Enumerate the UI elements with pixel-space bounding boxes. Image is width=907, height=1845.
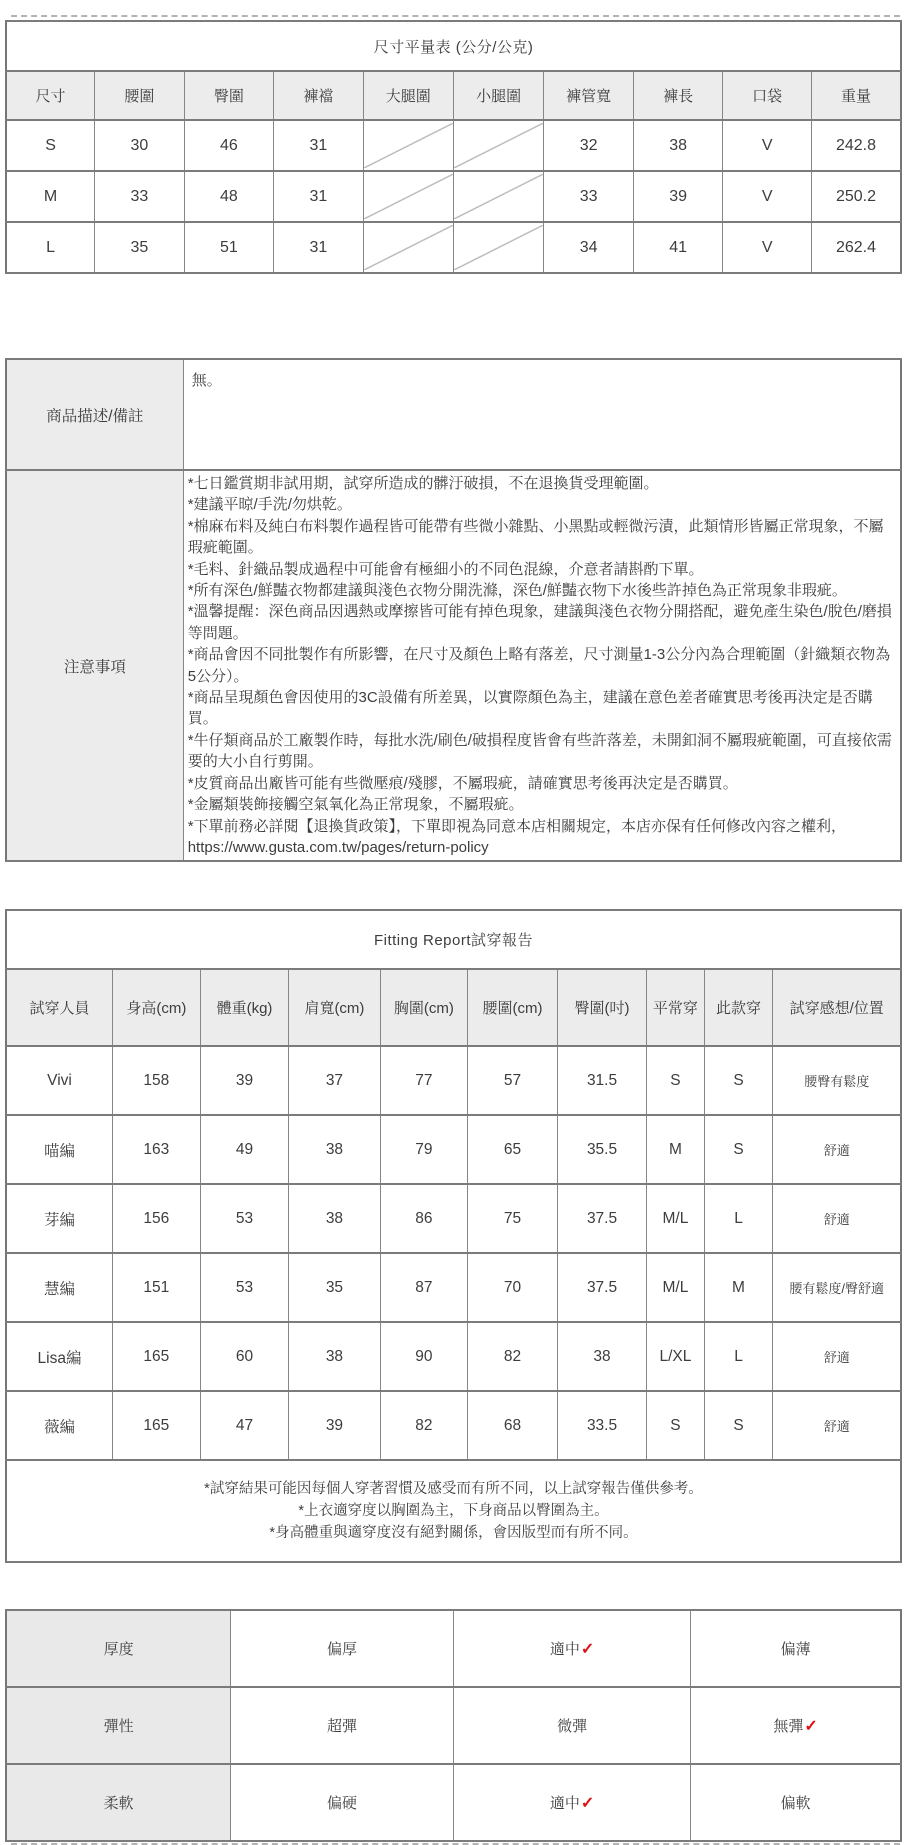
diagonal-slash-icon: [454, 174, 543, 219]
tester-name-cell: 喵編: [6, 1115, 113, 1184]
size-value-cell: 262.4: [811, 222, 901, 273]
column-header-weight: 重量: [811, 71, 901, 120]
column-header-crotch: 褲襠: [274, 71, 364, 120]
size-value-cell: 48: [184, 171, 274, 222]
fit-value-cell: L: [704, 1322, 773, 1391]
note-line: *七日鑑賞期非試用期，試穿所造成的髒汙破損，不在退換貨受理範圍。: [187, 475, 659, 492]
fitting-row-hui: [6, 1253, 901, 1322]
note-line: *棉麻布料及純白布料製作過程皆可能帶有些微小雜點、小黑點或輕微污漬，此類情形皆屬正常現象，不屬瑕疵範圍。: [187, 517, 884, 557]
description-row: [6, 359, 901, 470]
column-header-shoulder: 肩寬(cm): [289, 969, 380, 1046]
return-policy-link[interactable]: https://www.gusta.com.tw/pages/return-policy: [187, 838, 489, 856]
size-value-cell: 33: [544, 171, 634, 222]
attribute-label: 厚度: [6, 1610, 231, 1687]
note-line: *商品呈現顏色會因使用的3C設備有所差異，以實際顏色為主，建議在意色差者確實思考後再決定是否購買。: [187, 689, 873, 728]
size-value-cell: 250.2: [811, 171, 901, 222]
fit-feel-cell: 腰臀有鬆度: [773, 1046, 901, 1115]
fit-value-cell: 68: [468, 1391, 558, 1460]
option-label: 偏硬: [327, 1795, 358, 1813]
attribute-table: [5, 1609, 902, 1842]
size-value-cell: 242.8: [811, 120, 901, 171]
attribute-option: [691, 1610, 901, 1687]
diagonal-slash-icon: [364, 174, 453, 219]
fit-value-cell: 82: [380, 1391, 468, 1460]
fitting-row-vivi: [6, 1046, 901, 1115]
size-value-cell: V: [723, 171, 812, 222]
attribute-label: 彈性: [6, 1687, 231, 1764]
row-label-description: 商品描述/備註: [6, 359, 183, 470]
fit-value-cell: 38: [557, 1322, 647, 1391]
note-line: *建議平晾/手洗/勿烘乾。: [187, 496, 352, 514]
note-line: *皮質商品出廠皆可能有些微壓痕/殘膠，不屬瑕疵，請確實思考後再決定是否購買。: [187, 774, 738, 792]
size-value-cell: 31: [274, 120, 364, 171]
diagonal-slash-icon: [364, 123, 453, 168]
size-label-cell: L: [6, 222, 95, 273]
fitting-report-table: [5, 909, 902, 1563]
fit-value-cell: 33.5: [557, 1391, 647, 1460]
size-measurement-table: [5, 20, 902, 274]
tester-name-cell: 慧編: [6, 1253, 113, 1322]
column-header-thigh: 大腿圍: [363, 71, 453, 120]
empty-diagonal-cell: [453, 171, 543, 222]
fit-value-cell: S: [647, 1391, 704, 1460]
fit-value-cell: 38: [289, 1322, 380, 1391]
description-content: 無。: [183, 359, 901, 470]
fit-value-cell: 47: [200, 1391, 289, 1460]
fit-value-cell: S: [647, 1046, 704, 1115]
note-line: *牛仔類商品於工廠製作時，每批水洗/刷色/破損程度皆會有些許落差，未開釦洞不屬瑕疵範圍，可直接依需要的大小自行剪開。: [187, 731, 892, 771]
fit-value-cell: 39: [200, 1046, 289, 1115]
note-line: *商品會因不同批製作有所影響，在尺寸及顏色上略有落差，尺寸測量1-3公分內為合理範圍（針織類衣物為5公分）。: [187, 646, 891, 685]
attribute-option: [231, 1610, 454, 1687]
fit-value-cell: 31.5: [557, 1046, 647, 1115]
size-value-cell: 34: [544, 222, 634, 273]
column-header-feel: 試穿感想/位置: [773, 969, 901, 1046]
attribute-option: [453, 1687, 690, 1764]
fit-feel-cell: 舒適: [773, 1391, 901, 1460]
fit-value-cell: 38: [289, 1184, 380, 1253]
fit-value-cell: 37.5: [557, 1253, 647, 1322]
attribute-row-softness: [6, 1764, 901, 1841]
column-header-usual-size: 平常穿: [647, 969, 704, 1046]
option-label: 微彈: [557, 1718, 588, 1736]
page-break-dashes-top: [11, 15, 900, 17]
empty-diagonal-cell: [363, 120, 453, 171]
empty-diagonal-cell: [453, 120, 543, 171]
column-header-size: 尺寸: [6, 71, 95, 120]
option-label: 無彈: [773, 1718, 804, 1736]
product-spec-page: [0, 15, 907, 1845]
fit-value-cell: 37: [289, 1046, 380, 1115]
option-label: 超彈: [327, 1718, 358, 1736]
attribute-row-thickness: [6, 1610, 901, 1687]
column-header-waist: 腰圍: [95, 71, 185, 120]
footnote-line: *試穿結果可能因每個人穿著習慣及感受而有所不同，以上試穿報告僅供參考。: [204, 1481, 703, 1498]
column-header-length: 褲長: [633, 71, 723, 120]
attribute-option: [231, 1764, 454, 1841]
check-icon: ✓: [580, 1641, 595, 1659]
size-table-title: 尺寸平量表 (公分/公克): [6, 21, 901, 71]
diagonal-slash-icon: [364, 225, 453, 270]
note-line: *所有深色/鮮豔衣物都建議與淺色衣物分開洗滌，深色/鮮豔衣物下水後些許掉色為正常現象非瑕疵。: [187, 582, 847, 600]
fitting-row-lisa: [6, 1322, 901, 1391]
column-header-hip: 臀圍(吋): [557, 969, 647, 1046]
fit-value-cell: 39: [289, 1391, 380, 1460]
note-line: *下單前務必詳閱【退換貨政策】，下單即視為同意本店相關規定，本店亦保有任何修改內容之權利，: [187, 817, 847, 835]
option-label: 偏薄: [780, 1641, 811, 1659]
size-value-cell: V: [723, 222, 812, 273]
size-value-cell: 51: [184, 222, 274, 273]
fit-value-cell: S: [704, 1115, 773, 1184]
column-header-calf: 小腿圍: [453, 71, 543, 120]
size-value-cell: 31: [274, 222, 364, 273]
fitting-table-title-row: [6, 910, 901, 969]
fit-value-cell: 163: [113, 1115, 201, 1184]
note-line: *毛料、針織品製成過程中可能會有極細小的不同色混線，介意者請斟酌下單。: [187, 560, 704, 578]
fit-value-cell: M: [647, 1115, 704, 1184]
attribute-label: 柔軟: [6, 1764, 231, 1841]
check-icon: ✓: [580, 1795, 595, 1813]
fitting-table-title: Fitting Report試穿報告: [6, 910, 901, 969]
size-value-cell: 39: [633, 171, 723, 222]
column-header-tester: 試穿人員: [6, 969, 113, 1046]
fit-feel-cell: 腰有鬆度/臀舒適: [773, 1253, 901, 1322]
fit-value-cell: M/L: [647, 1184, 704, 1253]
notes-list: [183, 470, 901, 861]
fit-value-cell: L: [704, 1184, 773, 1253]
size-table-header-row: [6, 71, 901, 120]
fit-value-cell: 87: [380, 1253, 468, 1322]
column-header-worn-size: 此款穿: [704, 969, 773, 1046]
fit-value-cell: 60: [200, 1322, 289, 1391]
fit-feel-cell: 舒適: [773, 1115, 901, 1184]
size-label-cell: M: [6, 171, 95, 222]
size-value-cell: V: [723, 120, 812, 171]
fit-value-cell: 86: [380, 1184, 468, 1253]
option-label: 適中: [549, 1795, 580, 1813]
fitting-row-ya: [6, 1184, 901, 1253]
size-value-cell: 41: [633, 222, 723, 273]
fitting-row-wei: [6, 1391, 901, 1460]
fitting-row-miao: [6, 1115, 901, 1184]
size-row-l: [6, 222, 901, 273]
footnote-line: *身高體重與適穿度沒有絕對關係，會因版型而有所不同。: [269, 1525, 638, 1542]
note-line: *金屬類裝飾接觸空氣氧化為正常現象，不屬瑕疵。: [187, 796, 524, 814]
fit-value-cell: 70: [468, 1253, 558, 1322]
fit-value-cell: 165: [113, 1391, 201, 1460]
size-value-cell: 35: [95, 222, 185, 273]
fitting-footnote-row: [6, 1460, 901, 1562]
fit-value-cell: 57: [468, 1046, 558, 1115]
empty-diagonal-cell: [363, 222, 453, 273]
fit-value-cell: 38: [289, 1115, 380, 1184]
attribute-option: [231, 1687, 454, 1764]
size-value-cell: 32: [544, 120, 634, 171]
fit-value-cell: 49: [200, 1115, 289, 1184]
size-value-cell: 31: [274, 171, 364, 222]
tester-name-cell: Lisa編: [6, 1322, 113, 1391]
fit-value-cell: S: [704, 1046, 773, 1115]
fit-value-cell: S: [704, 1391, 773, 1460]
column-header-weight: 體重(kg): [200, 969, 289, 1046]
tester-name-cell: 芽編: [6, 1184, 113, 1253]
option-label: 適中: [549, 1641, 580, 1659]
fit-value-cell: 82: [468, 1322, 558, 1391]
column-header-waist: 腰圍(cm): [468, 969, 558, 1046]
fit-value-cell: 77: [380, 1046, 468, 1115]
tester-name-cell: 薇編: [6, 1391, 113, 1460]
tester-name-cell: Vivi: [6, 1046, 113, 1115]
fitting-footnotes: [6, 1460, 901, 1562]
fit-value-cell: 158: [113, 1046, 201, 1115]
fit-value-cell: 35: [289, 1253, 380, 1322]
fitting-table-header-row: [6, 969, 901, 1046]
fit-value-cell: 75: [468, 1184, 558, 1253]
fit-value-cell: 37.5: [557, 1184, 647, 1253]
fit-value-cell: M/L: [647, 1253, 704, 1322]
column-header-height: 身高(cm): [113, 969, 201, 1046]
row-label-notice: 注意事項: [6, 470, 183, 861]
fit-value-cell: 151: [113, 1253, 201, 1322]
fit-feel-cell: 舒適: [773, 1184, 901, 1253]
attribute-row-stretch: [6, 1687, 901, 1764]
fit-value-cell: L/XL: [647, 1322, 704, 1391]
check-icon: ✓: [804, 1718, 818, 1736]
column-header-leg-opening: 褲管寬: [544, 71, 634, 120]
attribute-option: [453, 1610, 690, 1687]
diagonal-slash-icon: [454, 225, 543, 270]
description-notes-table: [5, 358, 902, 862]
fit-value-cell: 53: [200, 1253, 289, 1322]
size-label-cell: S: [6, 120, 95, 171]
fit-value-cell: 165: [113, 1322, 201, 1391]
empty-diagonal-cell: [453, 222, 543, 273]
size-value-cell: 30: [95, 120, 185, 171]
size-value-cell: 46: [184, 120, 274, 171]
notice-row: [6, 470, 901, 861]
size-row-s: [6, 120, 901, 171]
fit-value-cell: 90: [380, 1322, 468, 1391]
note-line: *溫馨提醒：深色商品因遇熱或摩擦皆可能有掉色現象，建議與淺色衣物分開搭配，避免產生染色/脫色/磨損等問題。: [187, 603, 892, 642]
fit-value-cell: 35.5: [557, 1115, 647, 1184]
fit-value-cell: M: [704, 1253, 773, 1322]
diagonal-slash-icon: [454, 123, 543, 168]
fit-value-cell: 156: [113, 1184, 201, 1253]
size-row-m: [6, 171, 901, 222]
option-label: 偏軟: [780, 1795, 811, 1813]
column-header-chest: 胸圍(cm): [380, 969, 468, 1046]
fit-feel-cell: 舒適: [773, 1322, 901, 1391]
size-table-title-row: [6, 21, 901, 71]
option-label: 偏厚: [327, 1641, 358, 1659]
fit-value-cell: 65: [468, 1115, 558, 1184]
fit-value-cell: 53: [200, 1184, 289, 1253]
empty-diagonal-cell: [363, 171, 453, 222]
column-header-pocket: 口袋: [723, 71, 812, 120]
attribute-option: [453, 1764, 690, 1841]
size-value-cell: 38: [633, 120, 723, 171]
column-header-hip: 臀圍: [184, 71, 274, 120]
attribute-option: [691, 1687, 901, 1764]
attribute-option: [691, 1764, 901, 1841]
fit-value-cell: 79: [380, 1115, 468, 1184]
size-value-cell: 33: [95, 171, 185, 222]
footnote-line: *上衣適穿度以胸圍為主，下身商品以臀圍為主。: [298, 1503, 609, 1520]
